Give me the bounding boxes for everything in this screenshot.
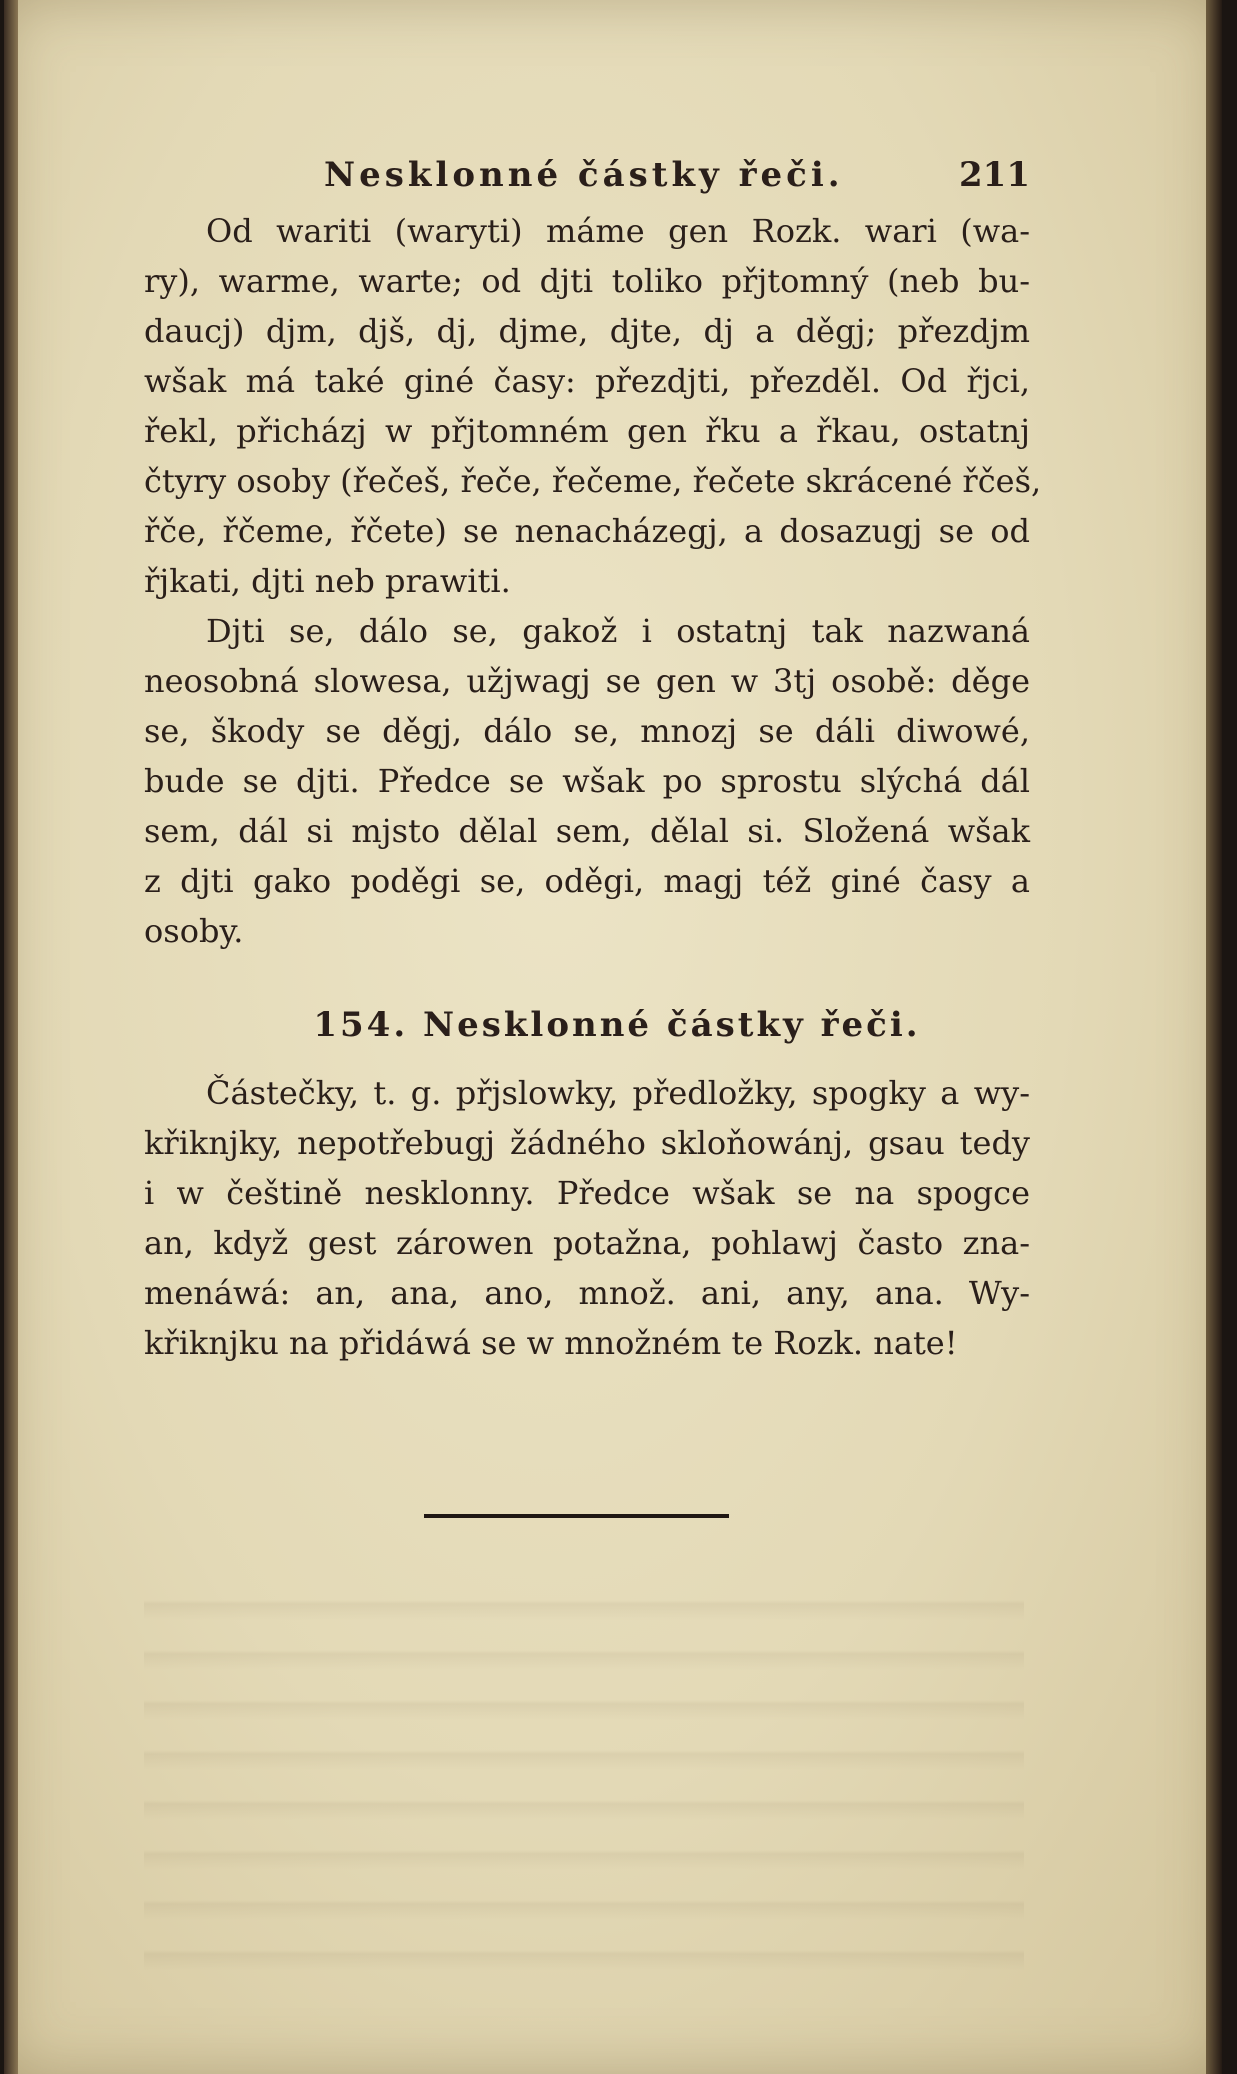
section-paragraph (144, 1068, 1030, 1368)
page-number: 211 (959, 155, 1030, 195)
paragraph-line: menáwá: an, ana, ano, množ. ani, any, ana. Wy- (144, 1274, 1030, 1312)
book-page (4, 0, 1222, 2074)
paragraph-line: wšak má také giné časy: přezdjti, přezděl. Od řjci, (144, 362, 1030, 400)
paragraph-2 (144, 606, 1030, 956)
paragraph-line: řjkati, djti neb prawiti. (144, 562, 511, 600)
paragraph-line: se, škody se děgj, dálo se, mnozj se dáli diwowé, (144, 712, 1030, 750)
paragraph-line: čtyry osoby (řečeš, řeče, řečeme, řečete skrácené řčeš, (144, 462, 1042, 500)
paragraph-line: řče, řčeme, řčete) se nenacházegj, a dosazugj se od (144, 512, 1030, 550)
page-left-edge (4, 0, 18, 2074)
paragraph-line: sem, dál si mjsto dělal sem, dělal si. Složená wšak (144, 812, 1030, 850)
paragraph-line: z djti gako poděgi se, oděgi, magj též giné časy a (144, 862, 1030, 900)
page-text (144, 150, 1042, 1368)
section-heading: 154. Nesklonné částky řeči. (313, 1005, 921, 1045)
paragraph-line: an, když gest zárowen potažna, pohlawj často zna- (144, 1224, 1030, 1262)
paragraph-line: i w češtině nesklonny. Předce wšak se na spogce (144, 1174, 1030, 1212)
paragraph-line: křiknjku na přidáwá se w množném te Rozk. nate! (144, 1324, 958, 1362)
paragraph-line: Částečky, t. g. přjslowky, předložky, spogky a wy- (206, 1074, 1030, 1112)
paragraph-line: osoby. (144, 912, 244, 950)
paragraph-1 (144, 206, 1042, 606)
running-head-title: Nesklonné částky řeči. (324, 155, 844, 195)
paragraph-line: bude se djti. Předce se wšak po sprostu slýchá dál (144, 762, 1030, 800)
paragraph-line: neosobná slowesa, užjwagj se gen w 3tj osobě: děge (144, 662, 1030, 700)
page-right-edge (1206, 0, 1222, 2074)
paragraph-line: ry), warme, warte; od djti toliko přjtomný (neb bu- (144, 262, 1030, 300)
running-head (144, 150, 1030, 206)
show-through-texture (144, 1570, 1024, 1990)
paragraph-line: Djti se, dálo se, gakož i ostatnj tak nazwaná (206, 612, 1030, 650)
paragraph-line: Od wariti (waryti) máme gen Rozk. wari (wa- (206, 212, 1030, 250)
paragraph-line: řekl, přicházj w přjtomném gen řku a řkau, ostatnj (144, 412, 1030, 450)
end-rule (424, 1514, 729, 1518)
paragraph-line: daucj) djm, djš, dj, djme, djte, dj a děgj; přezdjm (144, 312, 1030, 350)
paragraph-line: křiknjky, nepotřebugj žádného skloňowánj, gsau tedy (144, 1124, 1030, 1162)
